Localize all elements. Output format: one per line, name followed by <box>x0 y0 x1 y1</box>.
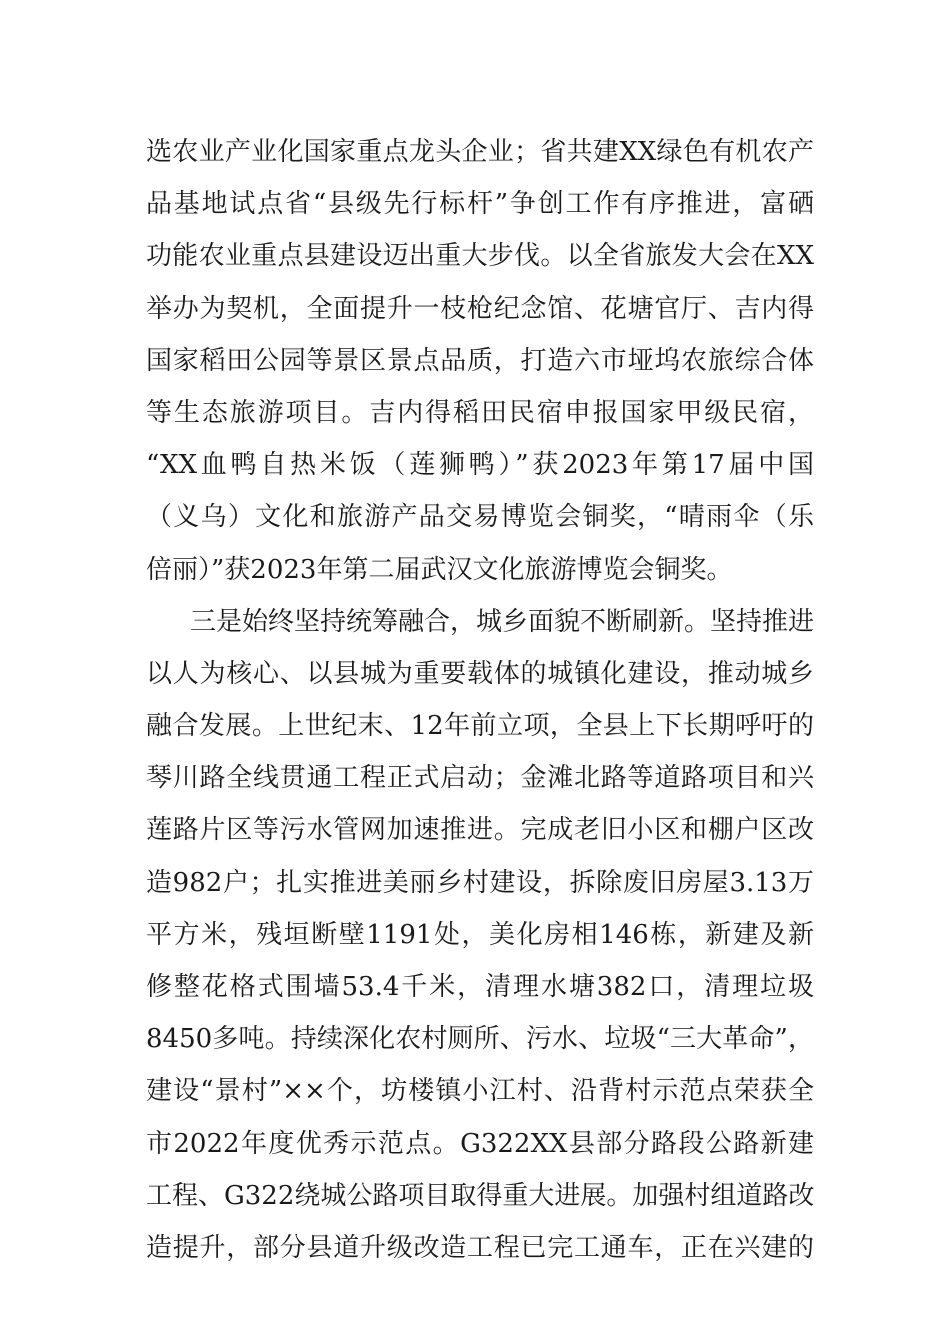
text-line-17: 修整花格式围墙53.4千米，清理水塘382口，清理垃圾 <box>146 972 814 1002</box>
text-line-20: 市2022年度优秀示范点。G322XX县部分路段公路新建 <box>146 1128 814 1159</box>
text-line-4: 举办为契机，全面提升一枝枪纪念馆、花塘官厅、吉内得 <box>146 293 814 324</box>
text-line-9: 倍丽）”获2023年第二届武汉文化旅游博览会铜奖。 <box>146 554 733 585</box>
text-line-5: 国家稻田公园等景区景点品质，打造六市垭坞农旅综合体 <box>146 345 814 376</box>
text-line-14: 莲路片区等污水管网加速推进。完成老旧小区和棚户区改 <box>146 815 814 846</box>
text-line-12: 融合发展。上世纪末、12年前立项，全县上下长期呼吁的 <box>146 711 814 742</box>
text-line-10: 三是始终坚持统筹融合，城乡面貌不断刷新。坚持推进 <box>190 606 815 637</box>
text-line-16: 平方米，残垣断壁1191处，美化房相146栋，新建及新 <box>146 919 814 950</box>
text-line-13: 琴川路全线贯通工程正式启动；金滩北路等道路项目和兴 <box>146 763 814 794</box>
text-line-11: 以人为核心、以县城为重要载体的城镇化建设，推动城乡 <box>146 658 814 689</box>
text-line-6: 等生态旅游项目。吉内得稻田民宿申报国家甲级民宿， <box>146 397 814 428</box>
text-line-8: （义乌）文化和旅游产品交易博览会铜奖，“晴雨伞（乐 <box>146 502 814 533</box>
text-line-22: 造提升，部分县道升级改造工程已完工通车，正在兴建的 <box>146 1232 814 1263</box>
text-line-3: 功能农业重点县建设迈出重大步伐。以全省旅发大会在XX <box>146 241 814 272</box>
text-line-2: 品基地试点省“县级先行标杆”争创工作有序推进，富硒 <box>146 189 814 220</box>
text-line-7: “XX血鸭自热米饭（莲狮鸭）”获2023年第17届中国 <box>146 450 814 481</box>
text-line-1: 选农业产业化国家重点龙头企业；省共建XX绿色有机农产 <box>146 137 814 167</box>
body-text <box>146 126 814 1274</box>
text-line-21: 工程、G322绕城公路项目取得重大进展。加强村组道路改 <box>146 1180 815 1211</box>
text-line-19: 建设“景村”××个，坊楼镇小江村、沿背村示范点荣获全 <box>146 1076 814 1107</box>
text-line-15: 造982户；扎实推进美丽乡村建设，拆除废旧房屋3.13万 <box>146 867 814 898</box>
text-line-18: 8450多吨。持续深化农村厕所、污水、垃圾“三大革命”， <box>146 1024 814 1055</box>
